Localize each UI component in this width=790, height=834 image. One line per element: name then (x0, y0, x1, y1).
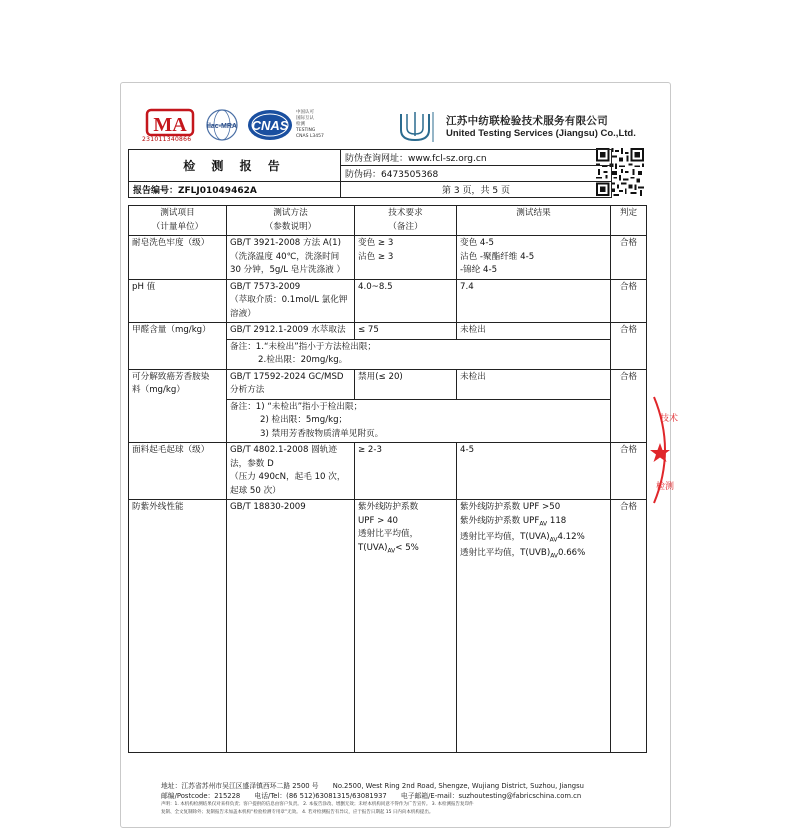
note-cell (227, 399, 611, 443)
test-result-line: 紫外线防护系数 UPF >50 (460, 502, 561, 512)
note-cell (227, 339, 611, 369)
test-method-line: GB/T 4802.1-2008 圆轨迹 (230, 445, 337, 455)
requirement-line: 4.0~8.5 (358, 281, 393, 292)
seal-text-bottom: 检测 (656, 482, 675, 492)
test-result-line: 沾色 -聚酯纤维 4-5 (460, 251, 535, 262)
test-method (227, 369, 355, 399)
ilac-mra-logo-icon (202, 108, 242, 142)
verify-url: 防伪查询网址：www.fcl-sz.org.cn (341, 150, 612, 166)
col-header-item (129, 206, 227, 236)
test-method (227, 279, 355, 323)
test-item-line: pH 值 (132, 281, 156, 292)
header-line: （参数说明） (264, 221, 317, 232)
col-header-judgement: 判定 (611, 206, 647, 236)
test-item (129, 369, 227, 443)
requirement (355, 236, 457, 280)
test-item-line: 防紫外线性能 (132, 502, 184, 512)
requirement-line: ≤ 75 (358, 325, 379, 335)
col-header-method (227, 206, 355, 236)
footer-address-line (161, 781, 631, 791)
inspection-seal-icon (646, 395, 679, 505)
test-result-line: 未检出 (460, 371, 486, 382)
report-footer (161, 781, 631, 817)
report-number: 报告编号：ZFLJ01049462A (129, 182, 341, 198)
test-method-line: （压力 490cN，起毛 10 次， (230, 472, 346, 482)
test-result (457, 236, 611, 280)
phone: 电话/Tel：(86 512)63081315/63081937 (254, 792, 387, 800)
test-results-table (128, 205, 647, 753)
test-method-line: GB/T 3921-2008 方法 A(1) (230, 238, 341, 248)
table-row (129, 323, 647, 340)
requirement-line: 禁用(≤ 20) (358, 371, 403, 382)
company-name-en: United Testing Services (Jiangsu) Co.,Ltd. (446, 128, 636, 139)
header-line: 测试项目 (160, 208, 195, 218)
test-result-line: -锦纶 4-5 (460, 265, 498, 275)
judgement: 合格 (611, 279, 647, 323)
cnas-logo-icon (246, 108, 294, 142)
requirement-line: UPF > 40 (358, 515, 399, 526)
test-method (227, 500, 355, 753)
judgement: 合格 (611, 369, 647, 443)
test-result-line: 透射比平均值，$T(UVB)_{AV}0.66\%$ (460, 547, 586, 560)
test-item (129, 500, 227, 753)
col-header-requirement (355, 206, 457, 236)
requirement-line: 变色 ≥ 3 (358, 238, 394, 248)
company-name-cn: 江苏中纺联检验技术服务有限公司 (446, 115, 608, 127)
cnas-accreditation-text (296, 110, 324, 140)
note-line: 2) 检出限：5mg/kg； (260, 415, 348, 425)
header-line: （计量单位） (151, 221, 204, 232)
test-item-line: 可分解致癌芳香胺染 (132, 371, 210, 382)
test-method (227, 323, 355, 340)
table-row (129, 279, 647, 323)
test-result-line: 7.4 (460, 281, 474, 292)
address-cn: 地址：江苏省苏州市吴江区盛泽镇西环二路 2500 号 (161, 782, 319, 790)
test-method-line: 法，参数 D (230, 458, 274, 469)
note-line: 3) 禁用芳香胺物质清单见附页。 (260, 428, 384, 439)
test-result-line: 4-5 (460, 445, 475, 455)
requirement-line: ≥ 2-3 (358, 445, 382, 455)
declaration-line: 声明：1. 本机构检测结果仅对来样负责；客户提供的信息由客户负责。 2. 本报告涂改、增删无效；未经本机构同意不得作为广告宣传。 3. 本检测报告复印件 (161, 802, 474, 807)
note-line: 备注：1) “未检出”指小于检出限； (230, 401, 363, 412)
test-method-line: 分析方法 (230, 385, 265, 395)
test-method-line: 溶液） (230, 308, 256, 319)
test-item (129, 443, 227, 500)
requirement (355, 500, 457, 753)
judgement: 合格 (611, 443, 647, 500)
header-line: 测试方法 (273, 208, 308, 218)
test-method-line: 30 分钟，5g/L 皂片洗涤液 ） (230, 265, 346, 275)
requirement (355, 279, 457, 323)
judgement: 合格 (611, 236, 647, 280)
test-result-line: 未检出 (460, 325, 486, 335)
cnas-line: 中国认可 (296, 110, 314, 115)
test-item-line: 耐皂洗色牢度（级） (132, 238, 210, 248)
footer-contact-line (161, 791, 631, 801)
ilac-logo-text: ilac-MRA (207, 123, 237, 130)
declaration-line: 复制、全文复制除外；复制报告未加盖本机构“检验检测专用章”无效。 4. 若对检测报告有异议，应于报告日期起 15 日内向本机构提出。 (161, 810, 434, 815)
verify-code: 防伪码：6473505368 (341, 166, 612, 182)
test-result (457, 369, 611, 399)
note-line: 备注：1.“未检出”指小于方法检出限； (230, 341, 377, 352)
page-info: 第 3 页，共 5 页 (341, 182, 612, 198)
test-method-line: 起球 50 次） (230, 485, 281, 496)
requirement-line: 紫外线防护系数 (358, 502, 419, 512)
test-result-line: 变色 4-5 (460, 238, 494, 248)
cnas-line: 检测 (296, 122, 305, 127)
test-method (227, 443, 355, 500)
requirement-line: $T(UVA)_{AV}< 5\%$ (358, 542, 419, 555)
test-item (129, 279, 227, 323)
test-method-line: GB/T 18830-2009 (230, 502, 306, 512)
requirement-line: 沾色 ≥ 3 (358, 251, 394, 262)
judgement: 合格 (611, 323, 647, 370)
note-line: 2.检出限：20mg/kg。 (258, 355, 348, 365)
uts-company-logo-icon (395, 108, 435, 144)
report-title: 检 测 报 告 (129, 150, 341, 182)
test-method-line: GB/T 17592-2024 GC/MSD (230, 371, 344, 382)
col-header-result: 测试结果 (457, 206, 611, 236)
test-result (457, 500, 611, 753)
test-method-line: （洗涤温度 40℃，洗涤时间 (230, 251, 340, 262)
cma-logo-text: MA (153, 114, 187, 136)
test-item-line: 料（mg/kg） (132, 385, 185, 395)
cnas-line: 国际互认 (296, 116, 314, 121)
address-en: No.2500, West Ring 2nd Road, Shengze, Wujiang District, Suzhou, Jiangsu (332, 782, 584, 790)
test-result (457, 323, 611, 340)
table-row (129, 500, 647, 753)
requirement (355, 323, 457, 340)
test-result-line: 透射比平均值，$T(UVA)_{AV}4.12\%$ (460, 531, 585, 544)
requirement-line: 透射比平均值， (358, 529, 419, 539)
report-header-table (128, 149, 612, 198)
test-method-line: GB/T 2912.1-2009 水萃取法 (230, 325, 346, 335)
table-row (129, 443, 647, 500)
cma-number: 231011340866 (142, 136, 192, 143)
test-result-line: 紫外线防护系数 $UPF_{AV}$ 118 (460, 515, 567, 528)
cnas-logo-text: CNAS (251, 118, 289, 133)
header-line: 技术要求 (388, 208, 423, 218)
header-line: （备注） (388, 221, 423, 232)
test-item (129, 323, 227, 370)
test-item-line: 面料起毛起球（级） (132, 445, 210, 455)
table-row (129, 236, 647, 280)
requirement (355, 443, 457, 500)
cnas-line: CNAS L3457 (296, 134, 324, 139)
cnas-line: TESTING (296, 128, 316, 133)
test-method-line: GB/T 7573-2009 (230, 281, 301, 292)
test-item-line: 甲醛含量（mg/kg） (132, 325, 211, 335)
table-row (129, 369, 647, 399)
test-method-line: （萃取介质：0.1mol/L 氯化钾 (230, 295, 348, 305)
test-item (129, 236, 227, 280)
seal-text-top: 技术 (660, 414, 679, 424)
requirement (355, 369, 457, 399)
postcode: 邮编/Postcode：215228 (161, 792, 241, 800)
table-header-row (129, 206, 647, 236)
test-result (457, 443, 611, 500)
judgement: 合格 (611, 500, 647, 753)
test-method (227, 236, 355, 280)
test-result (457, 279, 611, 323)
email: 电子邮箱/E-mail：suzhoutesting@fabricschina.com.cn (400, 792, 582, 800)
